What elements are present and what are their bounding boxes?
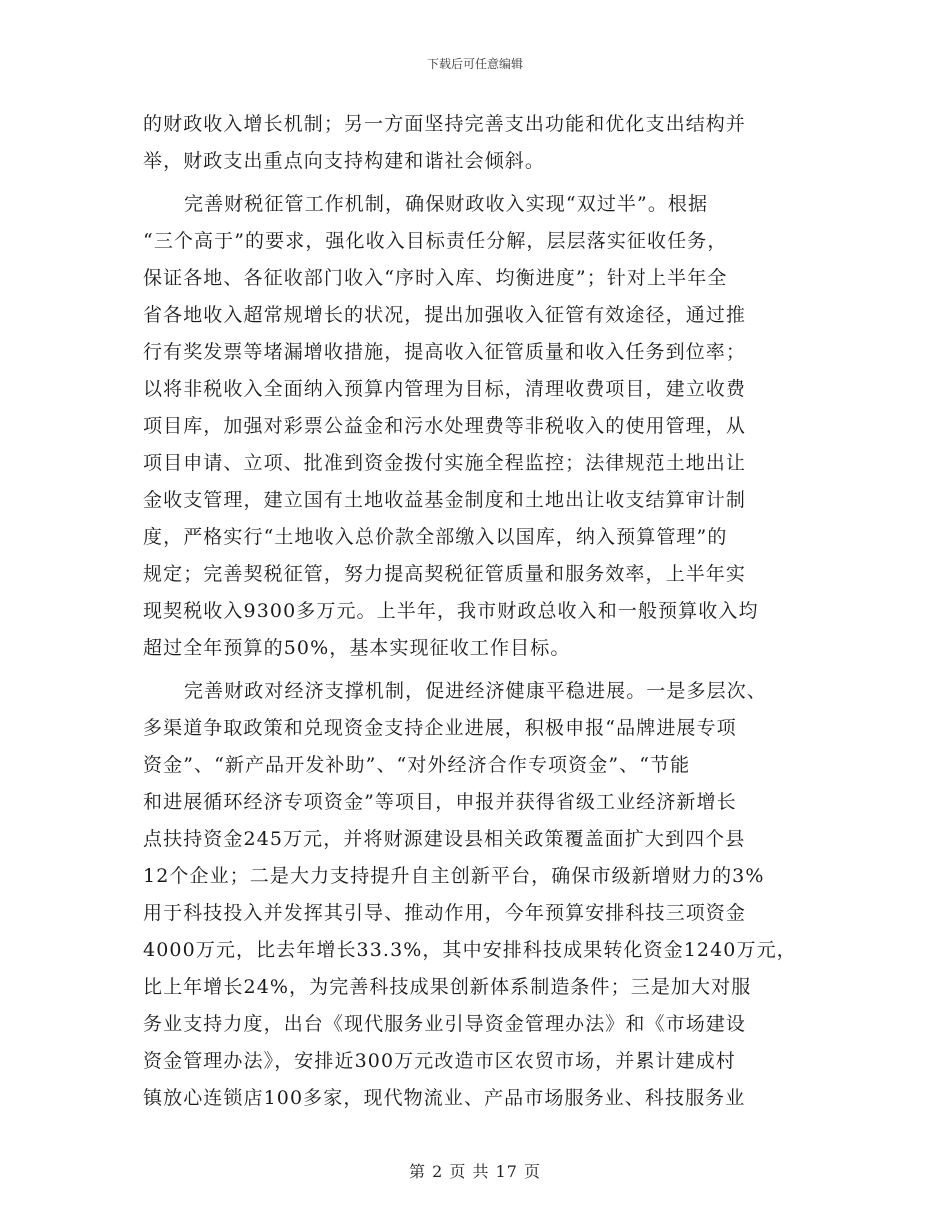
document-body <box>143 106 833 1117</box>
paragraph-start-1: 完善财税征管工作机制，确保财政收入实现“双过半”。根据 <box>184 193 709 215</box>
body-line-24: 比上年增长24%，为完善科技成果创新体系制造条件；三是加大对服 <box>143 976 752 998</box>
body-line-22: 用于科技投入并发挥其引导、推动作用，今年预算安排科技三项资金 <box>143 902 747 924</box>
page-header-note: 下载后可任意编辑 <box>426 57 523 71</box>
body-line-5: 保证各地、各征收部门收入“序时入库、均衡进度”；针对上半年全 <box>143 267 728 289</box>
body-line-7: 行有奖发票等堵漏增收措施，提高收入征管质量和收入任务到位率； <box>143 341 747 363</box>
body-line-17: 多渠道争取政策和兑现资金支持企业进展，积极申报“品牌进展专项 <box>143 717 737 739</box>
body-line-20: 点扶持资金245万元，并将财源建设县相关政策覆盖面扩大到四个县 <box>143 828 746 850</box>
body-line-8: 以将非税收入全面纳入预算内管理为目标，清理收费项目，建立收费 <box>143 378 747 400</box>
body-line-18: 资金”、“新产品开发补助”、“对外经济合作专项资金”、“节能 <box>143 754 691 776</box>
body-line-10: 项目申请、立项、批准到资金拨付实施全程监控；法律规范土地出让 <box>143 452 747 474</box>
body-line-12: 度，严格实行“土地收入总价款全部缴入以国库，纳入预算管理”的 <box>143 526 728 548</box>
body-line-23: 4000万元，比去年增长33.3%，其中安排科技成果转化资金1240万元， <box>143 939 797 961</box>
paragraph-start-2: 完善财政对经济支撑机制，促进经济健康平稳进展。一是多层次、 <box>184 680 767 702</box>
body-line-2: 举，财政支出重点向支持构建和谐社会倾斜。 <box>143 150 546 172</box>
body-line-25: 务业支持力度，出台《现代服务业引导资金管理办法》和《市场建设 <box>143 1013 747 1035</box>
body-line-19: 和进展循环经济专项资金”等项目，申报并获得省级工业经济新增长 <box>143 791 737 813</box>
body-line-1: 的财政收入增长机制；另一方面坚持完善支出功能和优化支出结构并 <box>143 113 747 135</box>
body-line-27: 镇放心连锁店100多家，现代物流业、产品市场服务业、科技服务业 <box>143 1087 746 1109</box>
body-line-4: “三个高于”的要求，强化收入目标责任分解，层层落实征收任务， <box>143 230 728 252</box>
body-line-11: 金收支管理，建立国有土地收益基金制度和土地出让收支结算审计制 <box>143 489 747 511</box>
body-line-26: 资金管理办法》，安排近300万元改造市区农贸市场，并累计建成村 <box>143 1050 736 1072</box>
body-line-9: 项目库，加强对彩票公益金和污水处理费等非税收入的使用管理，从 <box>143 415 747 437</box>
body-line-14: 现契税收入9300多万元。上半年，我市财政总收入和一般预算收入均 <box>143 600 759 622</box>
page-number-indicator: 第 2 页 共 17 页 <box>409 1162 541 1181</box>
body-line-6: 省各地收入超常规增长的状况，提出加强收入征管有效途径，通过推 <box>143 304 747 326</box>
body-line-15: 超过全年预算的50%，基本实现征收工作目标。 <box>143 637 571 659</box>
body-line-13: 规定；完善契税征管，努力提高契税征管质量和服务效率，上半年实 <box>143 563 747 585</box>
body-line-21: 12个企业；二是大力支持提升自主创新平台，确保市级新增财力的3% <box>143 865 765 887</box>
